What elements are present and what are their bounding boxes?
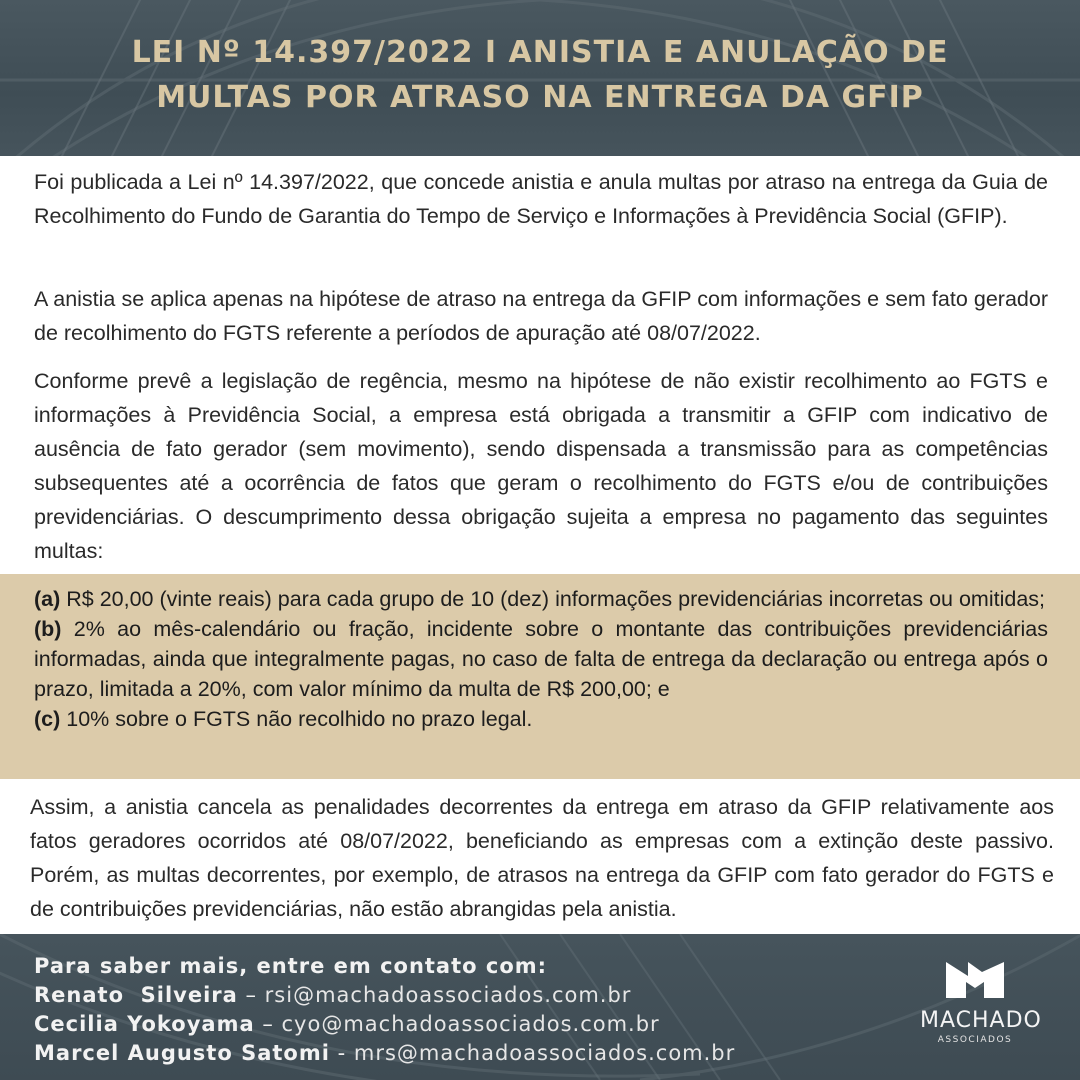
- penalty-text: R$ 20,00 (vinte reais) para cada grupo de 10 (dez) informações previdenciárias incorretas ou omitidas;: [60, 587, 1046, 611]
- paragraph-conclusion: Assim, a anistia cancela as penalidades decorrentes da entrega em atraso da GFIP relativamente aos fatos geradores ocorridos até 08/07/2022, beneficiando as empresas com a extinção deste passivo. Porém, as multas decorrentes, por exemplo, de atrasos na entrega da GFIP com fato gerador do FGTS e de contribuições previdenciárias, não estão abrangidas pela anistia.: [30, 795, 1054, 921]
- header-banner: [0, 0, 1080, 156]
- contact-name: Renato Silveira: [34, 983, 238, 1007]
- logo-subtitle: ASSOCIADOS: [937, 1035, 1013, 1045]
- contact-email-link[interactable]: cyo@machadoassociados.com.br: [281, 1012, 660, 1036]
- logo-mark-icon: [946, 962, 1004, 998]
- contact-separator: –: [254, 1012, 282, 1036]
- penalty-marker: (a): [34, 587, 61, 611]
- contact-row: [34, 1010, 735, 1039]
- contact-separator: –: [237, 983, 265, 1007]
- penalties-box: [0, 574, 1080, 779]
- penalty-marker: (c): [34, 707, 61, 731]
- page-title: [0, 30, 1080, 120]
- machado-logo: [920, 962, 1042, 1062]
- paragraph-legislation: Conforme prevê a legislação de regência, mesmo na hipótese de não existir recolhimento ao FGTS e informações à Previdência Social, a empresa está obrigada a transmitir a GFIP com indicativo de ausência de fato gerador (sem movimento), sendo dispensada a transmissão para as competências subsequentes até a ocorrência de fatos que geram o recolhimento do FGTS e/ou de contribuições previdenciárias. O descumprimento dessa obrigação sujeita a empresa no pagamento das seguintes multas:: [34, 369, 1048, 563]
- penalty-item-c: [34, 704, 1048, 734]
- penalty-text: 10% sobre o FGTS não recolhido no prazo legal.: [60, 707, 533, 731]
- penalty-marker: (b): [34, 617, 62, 641]
- contact-row: [34, 1039, 735, 1068]
- penalty-text: 2% ao mês-calendário ou fração, incidente sobre o montante das contribuições previdenciárias informadas, ainda que integralmente pagas, no caso de falta de entrega da declaração ou entrega após o prazo, limitada a 20%, com valor mínimo da multa de R$ 200,00; e: [34, 617, 1048, 701]
- contact-intro: Para saber mais, entre em contato com:: [34, 954, 548, 978]
- penalty-item-a: [34, 584, 1048, 614]
- contact-separator: -: [329, 1041, 354, 1065]
- title-line-1: LEI Nº 14.397/2022 I ANISTIA E ANULAÇÃO DE: [131, 35, 949, 70]
- contact-block: [34, 952, 735, 1068]
- contact-name: Cecilia Yokoyama: [34, 1012, 255, 1036]
- title-line-2: MULTAS POR ATRASO NA ENTREGA DA GFIP: [156, 80, 924, 115]
- logo-name: MACHADO: [920, 1008, 1042, 1033]
- contact-email-link[interactable]: mrs@machadoassociados.com.br: [353, 1041, 736, 1065]
- contact-name: Marcel Augusto Satomi: [34, 1041, 330, 1065]
- penalty-item-b: [34, 614, 1048, 704]
- paragraph-scope: A anistia se aplica apenas na hipótese de atraso na entrega da GFIP com informações e sem fato gerador de recolhimento do FGTS referente a períodos de apuração até 08/07/2022.: [34, 287, 1048, 345]
- paragraph-intro: Foi publicada a Lei nº 14.397/2022, que concede anistia e anula multas por atraso na entrega da Guia de Recolhimento do Fundo de Garantia do Tempo de Serviço e Informações à Previdência Social (GFIP).: [34, 170, 1048, 228]
- footer-contact-banner: [0, 934, 1080, 1080]
- contact-email-link[interactable]: rsi@machadoassociados.com.br: [264, 983, 632, 1007]
- contact-row: [34, 981, 735, 1010]
